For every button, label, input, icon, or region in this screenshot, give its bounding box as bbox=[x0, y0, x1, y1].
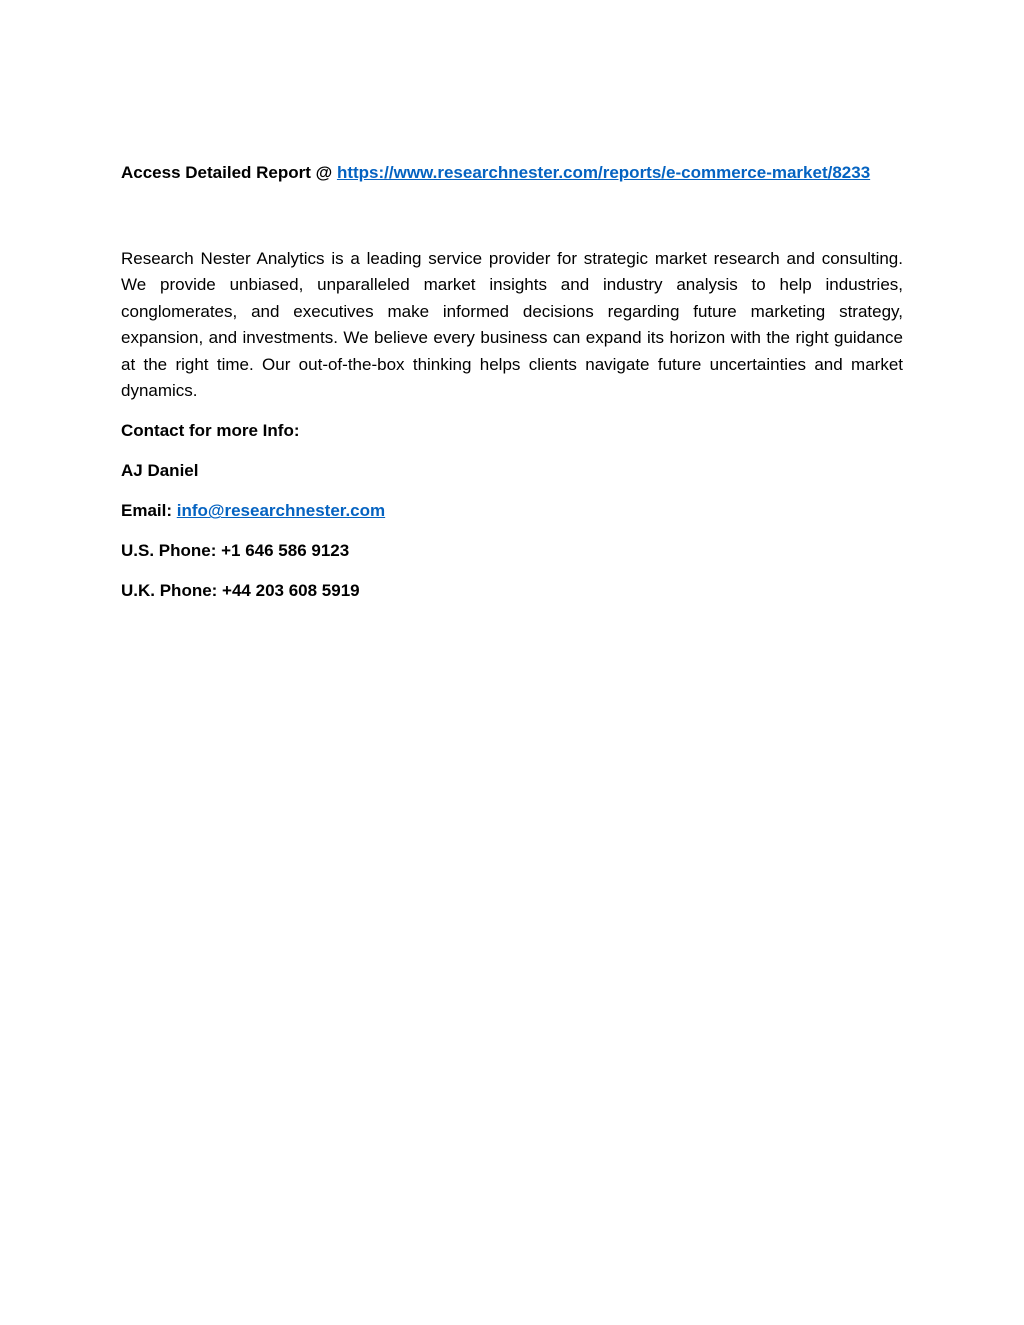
contact-block bbox=[121, 418, 903, 604]
uk-phone: U.K. Phone: +44 203 608 5919 bbox=[121, 581, 360, 601]
contact-heading: Contact for more Info: bbox=[121, 421, 300, 441]
email-line bbox=[121, 498, 903, 524]
us-phone: U.S. Phone: +1 646 586 9123 bbox=[121, 541, 350, 561]
report-access-line bbox=[121, 160, 903, 186]
report-link[interactable]: https://www.researchnester.com/reports/e-commerce-market/8233 bbox=[336, 163, 871, 182]
email-link[interactable]: info@researchnester.com bbox=[176, 501, 386, 521]
about-paragraph: Research Nester Analytics is a leading service provider for strategic market research and consulting. We provide unbiased, unparalleled market insights and industry analysis to help industries, conglomerates, and executives make informed decisions regarding future marketing strategy, expansion, and investments. We believe every business can expand its horizon with the right guidance at the right time. Our out-of-the-box thinking helps clients navigate future uncertainties and market dynamics. bbox=[121, 249, 903, 401]
email-label: Email: bbox=[121, 501, 177, 521]
report-label: Access Detailed Report @ bbox=[121, 163, 337, 182]
contact-name: AJ Daniel bbox=[121, 461, 199, 481]
document-page bbox=[121, 160, 903, 618]
